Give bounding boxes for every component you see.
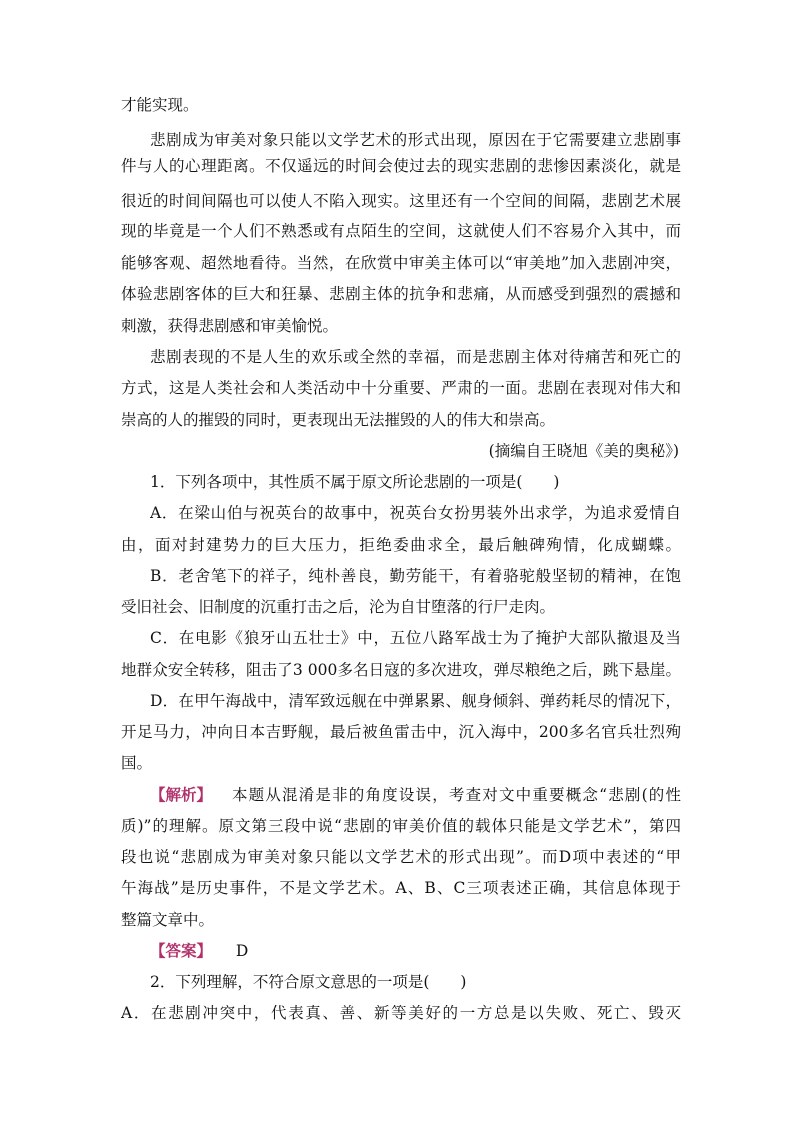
analysis-line-3: 段也说“悲剧成为审美对象只能以文学艺术的形式出现”。而D项中表述的“甲: [121, 848, 681, 866]
analysis-tag: [150, 785, 220, 805]
para1-line-6: 体验悲剧客体的巨大和狂暴、悲剧主体的抗争和悲痛，从而感受到强烈的震撼和: [121, 285, 681, 303]
q1-option-b-line-1: B．老舍笔下的祥子，纯朴善良，勤劳能干，有着骆驼般坚韧的精神，在饱: [150, 567, 681, 585]
answer-value: D: [235, 942, 249, 960]
q2-option-a-line-1: A．在悲剧冲突中，代表真、善、新等美好的一方总是以失败、死亡、毁灭: [121, 1004, 681, 1022]
source-citation: (摘编自王晓旭《美的奥秘》): [488, 442, 679, 460]
q2-stem: 2．下列理解，不符合原文意思的一项是( ): [150, 973, 467, 991]
q1-option-d-line-2: 开足马力，冲向日本吉野舰，最后被鱼雷击中，沉入海中，200多名官兵壮烈殉: [121, 723, 681, 741]
para1-line-7: 刺激，获得悲剧感和审美愉悦。: [121, 317, 339, 335]
analysis-line-4: 午海战”是历史事件，不是文学艺术。A、B、C三项表述正确，其信息体现于: [121, 879, 681, 897]
q1-option-a-line-2: 由，面对封建势力的巨大压力，拒绝委曲求全，最后触碑殉情，化成蝴蝶。: [121, 536, 681, 554]
para2-line-3: 崇高的人的摧毁的同时，更表现出无法摧毁的人的伟大和崇高。: [121, 411, 556, 429]
para2-line-1: 悲剧表现的不是人生的欢乐或全然的幸福，而是悲剧主体对待痛苦和死亡的: [150, 348, 681, 366]
para1-line-4: 现的毕竟是一个人们不熟悉或有点陌生的空间，这就使人们不容易介入其中，而: [121, 222, 681, 240]
q1-option-d-line-1: D．在甲午海战中，清军致远舰在中弹累累、舰身倾斜、弹药耗尽的情况下，: [150, 692, 681, 710]
q1-option-c-line-2: 地群众安全转移，阻击了3 000多名日寇的多次进攻，弹尽粮绝之后，跳下悬崖。: [121, 661, 681, 679]
para2-line-2: 方式，这是人类社会和人类活动中十分重要、严肃的一面。悲剧在表现对伟大和: [121, 379, 681, 397]
q1-option-c-line-1: C．在电影《狼牙山五壮士》中，五位八路军战士为了掩护大部队撤退及当: [150, 629, 681, 647]
q1-stem: 1．下列各项中，其性质不属于原文所论悲剧的一项是( ): [150, 473, 560, 491]
para1-line-1: 悲剧成为审美对象只能以文学艺术的形式出现，原因在于它需要建立悲剧事: [150, 131, 681, 149]
para1-line-2: 件与人的心理距离。不仅遥远的时间会使过去的现实悲剧的悲惨因素淡化，就是: [121, 157, 681, 175]
analysis-line-2: 质)”的理解。原文第三段中说“悲剧的审美价值的载体只能是文学艺术”，第四: [121, 817, 681, 835]
q1-option-a-line-1: A．在梁山伯与祝英台的故事中，祝英台女扮男装外出求学，为追求爱情自: [150, 504, 681, 522]
para1-line-3: 很近的时间间隔也可以使人不陷入现实。这里还有一个空间的间隔，悲剧艺术展: [121, 192, 681, 210]
answer-line: [150, 941, 681, 961]
analysis-tag-label: 【解析】: [150, 785, 213, 804]
answer-tag-label: 【答案】: [150, 941, 213, 960]
para1-line-5: 能够客观、超然地看待。当然，在欣赏中审美主体可以“审美地”加入悲剧冲突，: [121, 254, 681, 272]
intro-line-end: 才能实现。: [121, 96, 199, 114]
q1-option-d-line-3: 国。: [121, 754, 153, 772]
q1-option-b-line-2: 受旧社会、旧制度的沉重打击之后，沦为自甘堕落的行尸走肉。: [121, 598, 556, 616]
analysis-line-1: 本题从混淆是非的角度设误，考查对文中重要概念“悲剧(的性: [232, 786, 681, 804]
analysis-line-5: 整篇文章中。: [121, 911, 215, 929]
